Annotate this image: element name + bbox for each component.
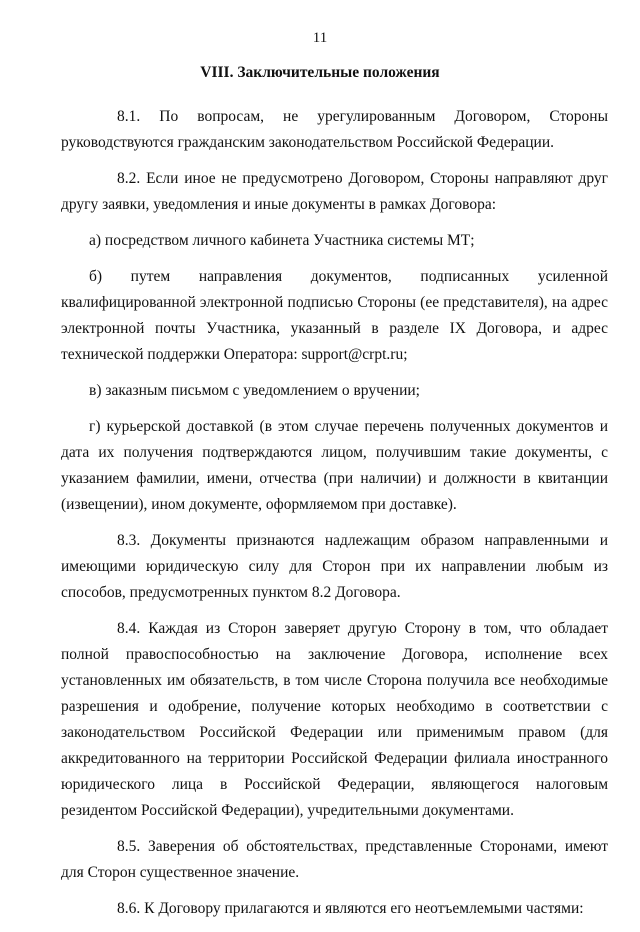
clause-number: 8.5. <box>117 838 141 855</box>
paragraph-text: б) путем направления документов, подписанных усиленной квалифицированной электронной подписью Стороны (ее представителя), на адрес электронной почты Участника, указанный в разделе IX Договора, и адрес технической поддержки Оператора: support@crpt.ru; <box>61 268 608 363</box>
paragraph-text: К Договору прилагаются и являются его неотъемлемыми частями: <box>144 900 584 917</box>
clause-number: 8.3. <box>117 532 141 549</box>
clause-number: 8.6. <box>117 900 141 917</box>
paragraph-text: Заверения об обстоятельствах, представленные Сторонами, имеют для Сторон существенное значение. <box>61 838 609 881</box>
paragraph-text: Документы признаются надлежащим образом направленными и имеющими юридическую силу для Сторон при их направлении любым из способов, предусмотренных пунктом 8.2 Договора. <box>61 532 608 601</box>
section-title: VIII. Заключительные положения <box>200 64 440 81</box>
clause-number: 8.1. <box>117 108 141 125</box>
clause-number: 8.2. <box>117 170 141 187</box>
list-item-g <box>61 414 608 518</box>
paragraph-8-1 <box>61 104 608 156</box>
list-item-v <box>61 378 608 404</box>
document-body <box>61 104 608 932</box>
paragraph-text: По вопросам, не урегулированным Договором, Стороны руководствуются гражданским законодательством Российской Федерации. <box>61 108 609 151</box>
paragraph-text: Каждая из Сторон заверяет другую Сторону в том, что обладает полной правоспособностью на заключение Договора, исполнение всех установленных им обязательств, в том числе Сторона получила все необходимые разрешения и одобрение, получение которых необходимо в соответствии с законодательством Российской Федерации или применимым правом (для аккредитованного на территории Российской Федерации филиала иностранного юридического лица в Российской Федерации, являющегося налоговым резидентом Российской Федерации), учредительными документами. <box>61 620 608 819</box>
paragraph-text: а) посредством личного кабинета Участника системы МТ; <box>89 232 475 249</box>
list-item-b <box>61 264 608 368</box>
paragraph-text: Если иное не предусмотрено Договором, Стороны направляют друг другу заявки, уведомления и иные документы в рамках Договора: <box>61 170 609 213</box>
page-number: 11 <box>312 30 328 46</box>
paragraph-text: в) заказным письмом с уведомлением о вручении; <box>89 382 420 399</box>
paragraph-text: г) курьерской доставкой (в этом случае перечень полученных документов и дата их получения подтверждаются лицом, получившим такие документы, с указанием фамилии, имени, отчества (при наличии) и должности в квитанции (извещении), ином документе, оформляемом при доставке). <box>61 418 608 513</box>
clause-number: 8.4. <box>117 620 141 637</box>
paragraph-8-2 <box>61 166 608 218</box>
paragraph-8-6 <box>61 896 608 922</box>
paragraph-8-4 <box>61 616 608 824</box>
paragraph-8-3 <box>61 528 608 606</box>
paragraph-8-5 <box>61 834 608 886</box>
list-item-a <box>61 228 608 254</box>
